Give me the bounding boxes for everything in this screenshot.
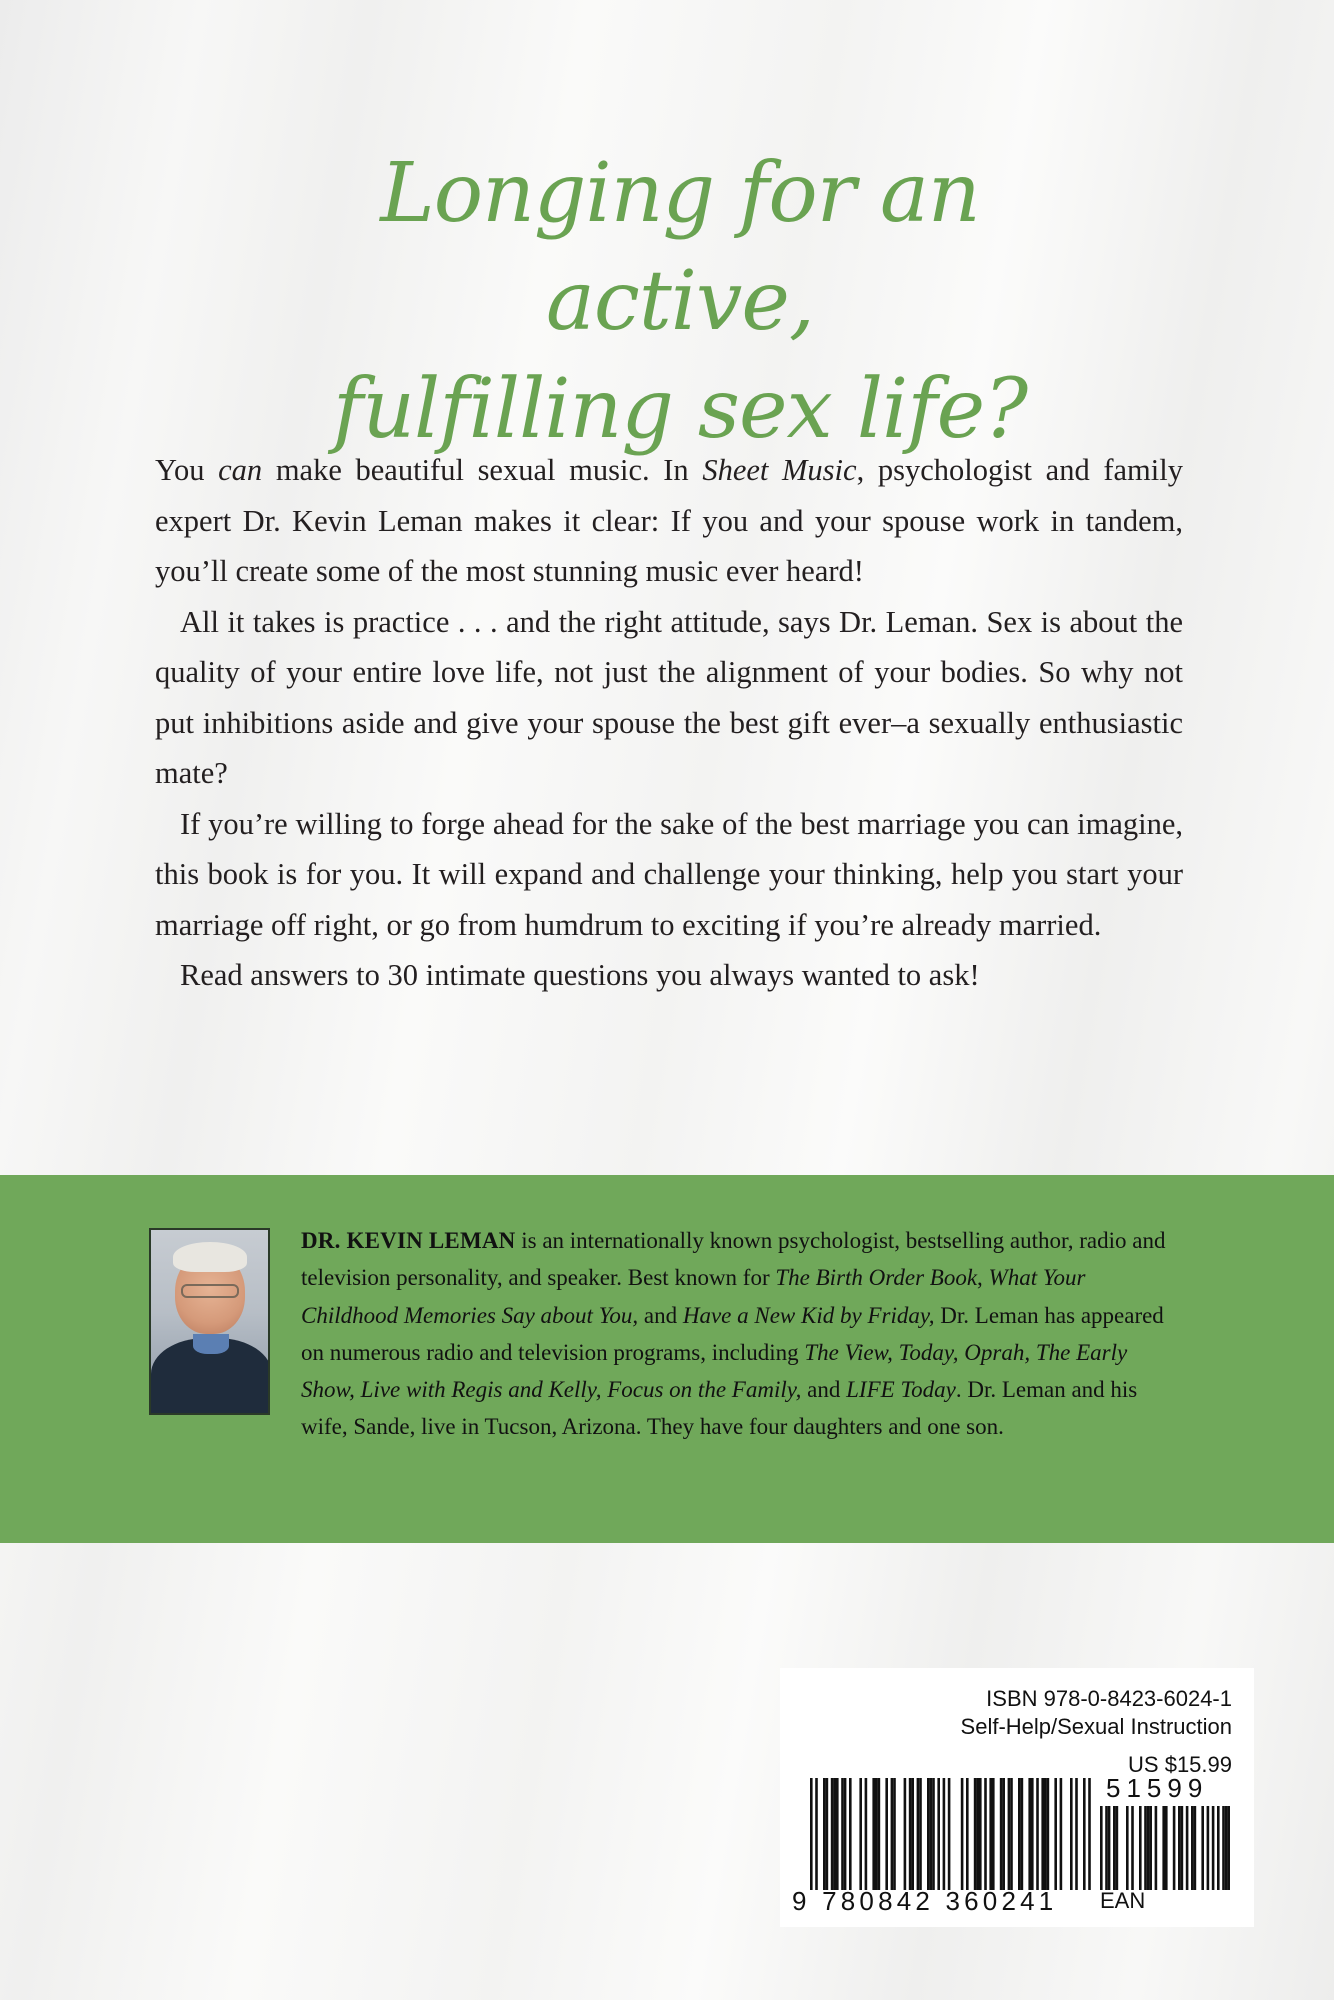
barcode-bar (1088, 1778, 1091, 1890)
barcode-bar (1105, 1806, 1108, 1890)
barcode-bar (1225, 1806, 1228, 1890)
barcode-bar (1139, 1806, 1142, 1890)
barcode-bar (1036, 1778, 1039, 1890)
barcode-bar (1165, 1806, 1168, 1890)
barcode-bar (1116, 1806, 1119, 1890)
isbn-text: ISBN 978-0-8423-6024-1 (986, 1686, 1232, 1711)
barcode-bar (1186, 1806, 1189, 1890)
barcode-bar (826, 1778, 829, 1890)
barcode-bar (1060, 1778, 1063, 1890)
barcode-bar (875, 1778, 878, 1890)
barcode-bar (1201, 1806, 1204, 1890)
barcode-bar (1028, 1778, 1031, 1890)
price-addon-barcode (1100, 1806, 1230, 1890)
description-blurb (155, 445, 1183, 1001)
barcode-bar (917, 1778, 920, 1890)
barcode-bar (1178, 1806, 1181, 1890)
barcode-bar (1144, 1806, 1147, 1890)
barcode-bar (974, 1778, 977, 1890)
barcode-bar (927, 1778, 930, 1890)
barcode-bar (1031, 1778, 1034, 1890)
barcode-bar (1191, 1806, 1194, 1890)
barcode-bar (893, 1778, 896, 1890)
barcode-bar (1010, 1778, 1013, 1890)
barcode-bar (966, 1778, 969, 1890)
blurb-paragraph-2: All it takes is practice . . . and the right attitude, says Dr. Leman. Sex is about the quality of your entire love life, not just the alignment of your bodies. So why not put inhibitions aside and give your spouse the best gift ever–a sexually enthusiastic mate? (155, 604, 1183, 790)
barcode-bar (1173, 1806, 1176, 1890)
barcode-bar (859, 1778, 862, 1890)
headline-line-2: fulfilling sex life? (332, 362, 1028, 457)
barcode-bar (992, 1778, 995, 1890)
barcode-bar (979, 1778, 982, 1890)
barcode-bar (815, 1778, 818, 1890)
barcode-bar (904, 1778, 907, 1890)
barcode-bar (878, 1778, 881, 1890)
ean-digits: 9 780842 360241 (792, 1886, 1058, 1916)
barcode-bar (1113, 1806, 1116, 1890)
barcode-bar (831, 1778, 834, 1890)
barcode-bar (1181, 1806, 1184, 1890)
barcode-bar (989, 1778, 992, 1890)
headline (300, 140, 1060, 464)
barcode-bar (1100, 1806, 1103, 1890)
barcode-bar (1217, 1806, 1220, 1890)
barcode-bar (849, 1778, 852, 1890)
blurb-paragraph-1: You can make beautiful sexual music. In Sheet Music, psychologist and family expert Dr. Kevin Leman makes it clear: If you and your spouse work in tandem, you’ll create some of the most stunning music ever heard! (155, 453, 1183, 588)
barcode-bar (1155, 1806, 1158, 1890)
blurb-paragraph-4: Read answers to 30 intimate questions you always wanted to ask! (180, 958, 980, 992)
barcode-bar (909, 1778, 912, 1890)
barcode-bar (841, 1778, 844, 1890)
author-bio: DR. KEVIN LEMAN is an internationally known psychologist, bestselling author, radio and television personality, and speaker. Best known for The Birth Order Book, What Your Childhood Memories Say about You, and Have a New Kid by Friday, Dr. Leman has appeared on numerous radio and television programs, including The View, Today, Oprah, The Early Show, Live with Regis and Kelly, Focus on the Family, and LIFE Today. Dr. Leman and his wife, Sande, live in Tucson, Arizona. They have four daughters and one son. (301, 1228, 1166, 1440)
barcode-bar (833, 1778, 836, 1890)
price-text: US $15.99 (1128, 1752, 1232, 1777)
barcode-bar (976, 1778, 979, 1890)
emphasis-can: can (218, 453, 263, 487)
barcode-bar (1131, 1806, 1134, 1890)
ean-barcode (810, 1778, 1094, 1890)
barcode-bar (885, 1778, 888, 1890)
barcode-bar (1222, 1806, 1225, 1890)
barcode-bar (1194, 1806, 1197, 1890)
barcode-bar (865, 1778, 868, 1890)
barcode-bar (1021, 1778, 1024, 1890)
barcode-bar (1149, 1806, 1152, 1890)
barcode-bar (1018, 1778, 1021, 1890)
category-text: Self-Help/Sexual Instruction (960, 1714, 1232, 1739)
author-name: DR. KEVIN LEMAN (301, 1228, 516, 1253)
barcode-bar (844, 1778, 847, 1890)
barcode-bar (911, 1778, 914, 1890)
barcode-bar (948, 1778, 951, 1890)
barcode-bar (1083, 1778, 1086, 1890)
barcode-bar (1212, 1806, 1215, 1890)
barcode-bar (872, 1778, 875, 1890)
barcode-bar (1044, 1778, 1047, 1890)
barcode-bar (1041, 1778, 1044, 1890)
barcode-bar (1070, 1778, 1073, 1890)
barcode-bar (1126, 1806, 1129, 1890)
barcode-bar (919, 1778, 922, 1890)
book-title-sheet-music: Sheet Music (702, 453, 857, 487)
barcode-bar (961, 1778, 964, 1890)
addon-digits: 51599 (1106, 1773, 1209, 1803)
barcode-bar (984, 1778, 987, 1890)
barcode-bar (1008, 1778, 1011, 1890)
barcode-bar (1054, 1778, 1057, 1890)
barcode-bar (937, 1778, 940, 1890)
barcode-bar (1000, 1778, 1003, 1890)
author-photo (149, 1228, 270, 1415)
barcode-bar (943, 1778, 946, 1890)
blurb-paragraph-3: If you’re willing to forge ahead for the sake of the best marriage you can imagine, this book is for you. It will expand and challenge your thinking, help you start your marriage off right, or go from humdrum to exciting if you’re already married. (155, 806, 1183, 942)
barcode-box (780, 1668, 1254, 1927)
barcode-bar (932, 1778, 935, 1890)
barcode-bar (1108, 1806, 1111, 1890)
barcode-bar (823, 1778, 826, 1890)
barcode-bar (1147, 1806, 1150, 1890)
barcode-bar (891, 1778, 894, 1890)
barcode-bar (1162, 1806, 1165, 1890)
headline-line-1: Longing for an active, (380, 146, 980, 349)
barcode-bar (1002, 1778, 1005, 1890)
barcode-bar (1075, 1778, 1078, 1890)
ean-label: EAN (1100, 1888, 1146, 1913)
barcode-bar (930, 1778, 933, 1890)
barcode-bar (836, 1778, 839, 1890)
barcode-bar (1207, 1806, 1210, 1890)
barcode-bar (810, 1778, 813, 1890)
barcode-bar (1047, 1778, 1050, 1890)
barcode-bar (1227, 1806, 1230, 1890)
